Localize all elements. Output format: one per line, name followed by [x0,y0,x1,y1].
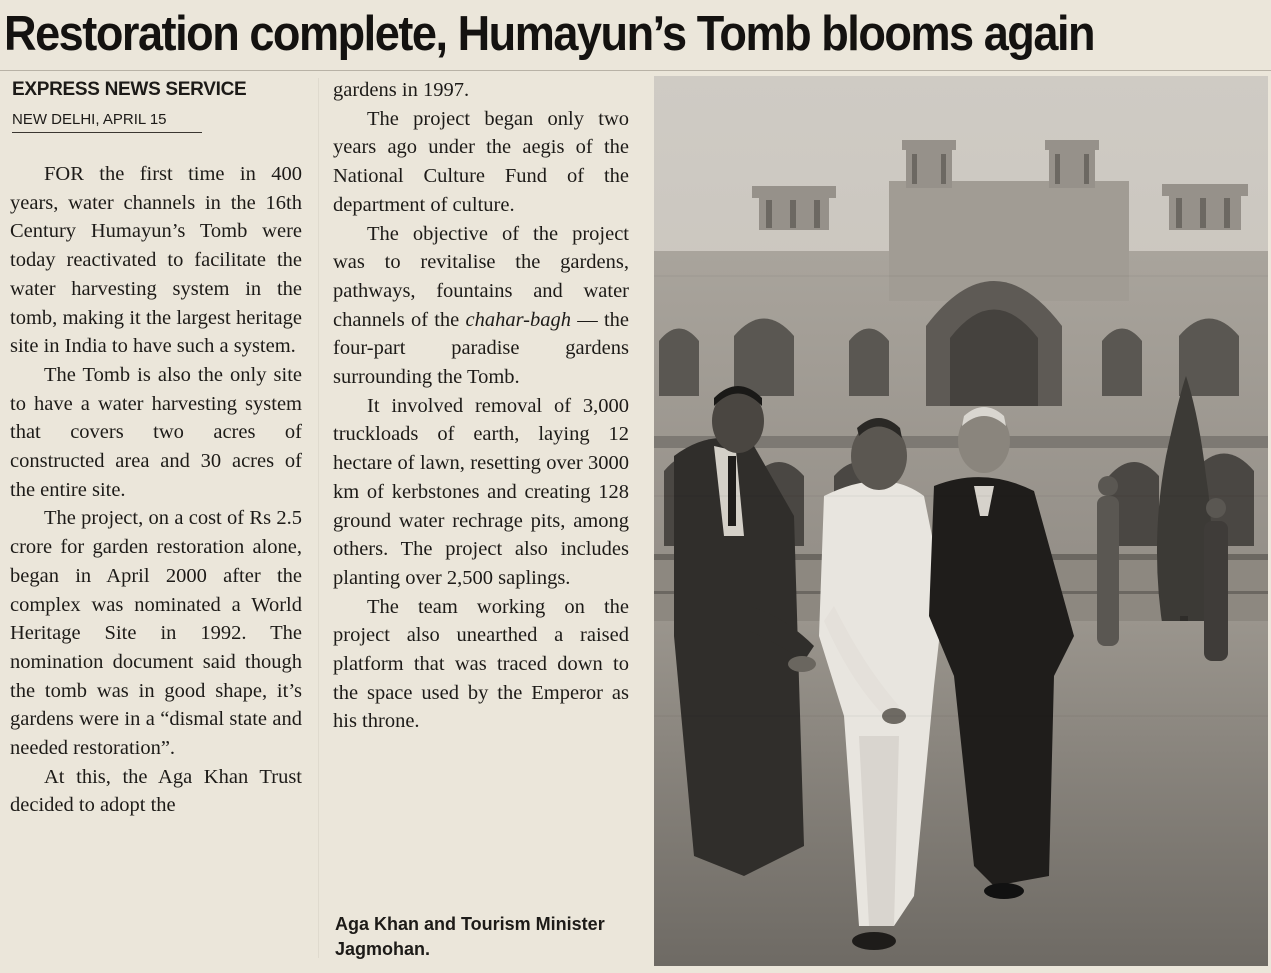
dateline: NEW DELHI, APRIL 15 [12,110,202,133]
paragraph-continuation: gardens in 1997. [333,79,470,101]
paragraph-text: — the four-part paradise gardens surrounding the Tomb. [333,308,630,389]
paragraph-text: The objective of the project was to revitalise the gardens, pathways, fountains and water channels of the [333,222,629,331]
news-photo [654,76,1268,966]
paragraph: At this, the Aga Khan Trust decided to adopt the [10,765,302,817]
paragraph: FOR the first time in 400 years, water channels in the 16th Century Humayun’s Tomb were today reactivated to facilitate the water harvesting system in the tomb, making it the largest heritage site in India to have such a system. [10,163,302,358]
paragraph: It involved removal of 3,000 truckloads of earth, laying 12 hectare of lawn, resetting over 3000 km of kerbstones and creating 128 ground water rechrage pits, among others. The project also includes planting over 2,500 saplings. [333,394,629,589]
paragraph: The team working on the project also unearthed a raised platform that was traced down to the space used by the Emperor as his throne. [333,595,629,733]
headline: Restoration complete, Humayun’s Tomb blooms again [4,7,1095,61]
paragraph-objective [333,220,629,392]
italic-term: chahar-bagh [465,308,572,331]
paragraph: The Tomb is also the only site to have a water harvesting system that covers two acres of constructed area and 30 acres of the entire site. [10,363,302,501]
article-column-2 [333,0,629,973]
photo-caption: Aga Khan and Tourism Minister Jagmohan. [335,914,605,959]
tomb-photo-illustration [654,76,1268,966]
byline: EXPRESS NEWS SERVICE [12,79,247,100]
paragraph: The project began only two years ago under the aegis of the National Culture Fund of the department of culture. [333,107,629,216]
paragraph: The project, on a cost of Rs 2.5 crore for garden restoration alone, began in April 2000 after the complex was nominated a World Heritage Site in 1992. The nomination document said though the tomb was in good shape, it’s gardens were in a “dismal state and needed restoration”. [10,507,302,760]
article-column-1 [10,0,302,973]
column-gutter [318,78,319,958]
